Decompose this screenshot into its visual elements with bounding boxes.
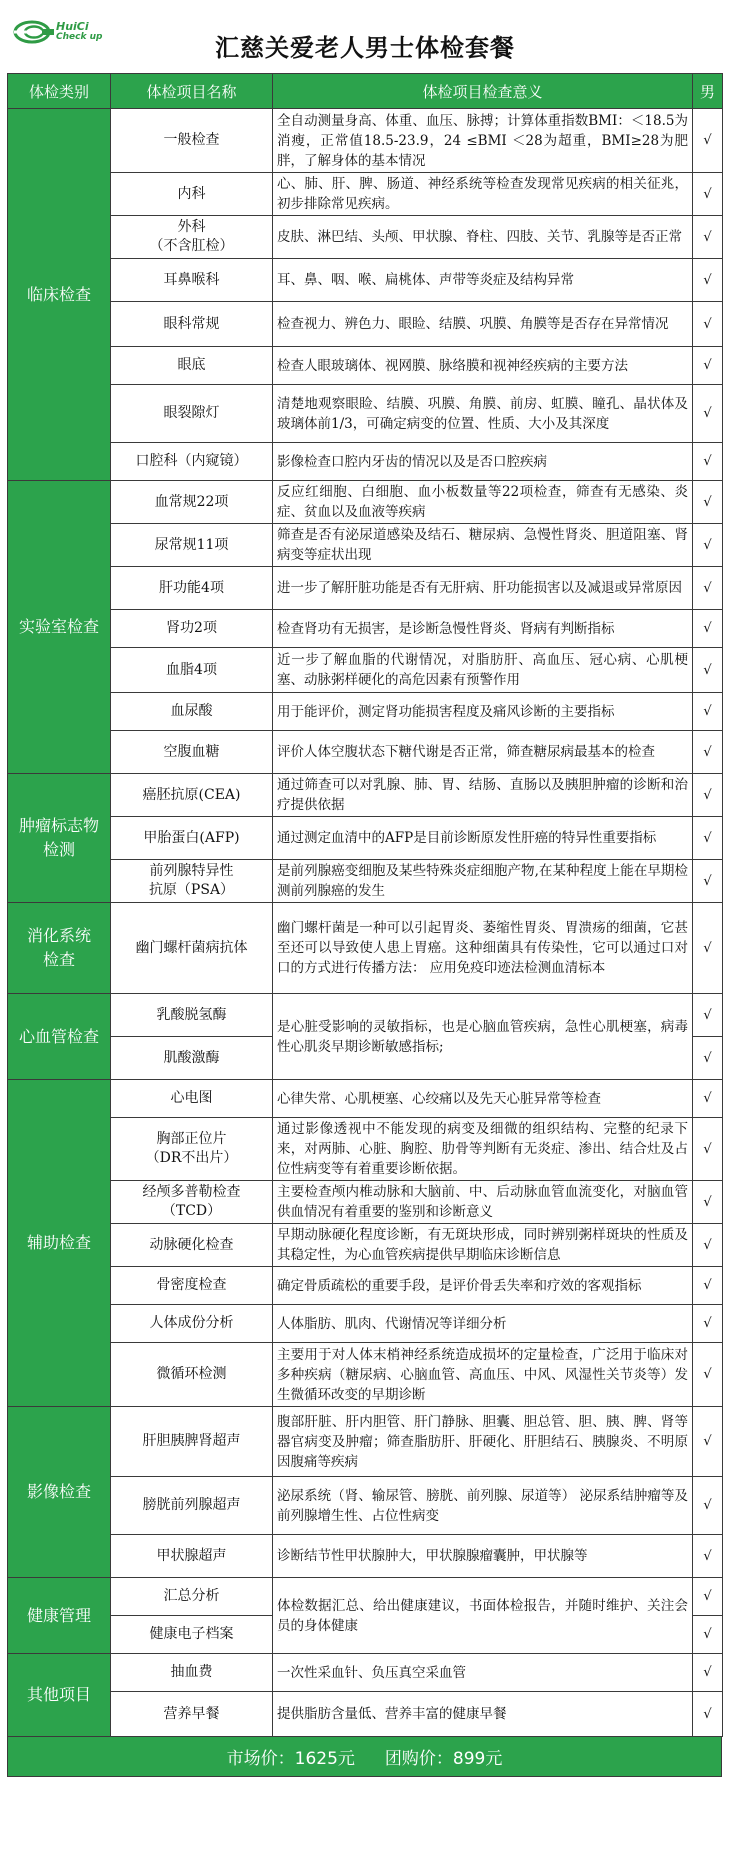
table-row bbox=[8, 1343, 723, 1407]
male-check-mark: √ bbox=[693, 173, 723, 216]
table-row bbox=[8, 1080, 723, 1118]
table-row bbox=[8, 817, 723, 860]
item-name: 肌酸激酶 bbox=[111, 1037, 273, 1080]
item-name: 血常规22项 bbox=[111, 481, 273, 524]
table-row bbox=[8, 1535, 723, 1578]
item-name: 甲状腺超声 bbox=[111, 1535, 273, 1578]
male-check-mark: √ bbox=[693, 610, 723, 648]
item-meaning: 是心脏受影响的灵敏指标，也是心脑血管疾病，急性心肌梗塞，病毒性心肌炎早期诊断敏感指标; bbox=[273, 994, 693, 1080]
category-cell: 消化系统 检查 bbox=[8, 903, 111, 994]
item-name: 膀胱前列腺超声 bbox=[111, 1477, 273, 1535]
item-meaning: 心、肺、肝、脾、肠道、神经系统等检查发现常见疾病的相关征兆，初步排除常见疾病。 bbox=[273, 173, 693, 216]
item-name: 经颅多普勒检查 （TCD） bbox=[111, 1181, 273, 1224]
header-meaning: 体检项目检查意义 bbox=[273, 74, 693, 109]
category-cell: 实验室检查 bbox=[8, 481, 111, 774]
item-name: 外科 （不含肛检） bbox=[111, 216, 273, 259]
category-cell: 影像检查 bbox=[8, 1407, 111, 1578]
male-check-mark: √ bbox=[693, 817, 723, 860]
item-meaning: 体检数据汇总、给出健康建议，书面体检报告，并随时维护、关注会员的身体健康 bbox=[273, 1578, 693, 1654]
table-row bbox=[8, 1477, 723, 1535]
male-check-mark: √ bbox=[693, 109, 723, 173]
table-row bbox=[8, 610, 723, 648]
male-check-mark: √ bbox=[693, 774, 723, 817]
market-price: 市场价：1625元 bbox=[226, 1749, 355, 1769]
item-name: 肝胆胰脾肾超声 bbox=[111, 1407, 273, 1477]
item-meaning: 近一步了解血脂的代谢情况，对脂肪肝、高血压、冠心病、心肌梗塞、动脉粥样硬化的高危因素有预警作用 bbox=[273, 648, 693, 693]
item-meaning: 通过影像透视中不能发现的病变及细微的组织结构、完整的纪录下来，对两肺、心脏、胸腔、肋骨等判断有无炎症、渗出、结合灶及占位性病变等有着重要诊断依据。 bbox=[273, 1118, 693, 1181]
table-row bbox=[8, 259, 723, 302]
table-row bbox=[8, 443, 723, 481]
item-meaning: 筛查是否有泌尿道感染及结石、糖尿病、急慢性肾炎、胆道阻塞、肾病变等症状出现 bbox=[273, 524, 693, 567]
table-row bbox=[8, 1407, 723, 1477]
header-item: 体检项目名称 bbox=[111, 74, 273, 109]
item-name: 胸部正位片 （DR不出片） bbox=[111, 1118, 273, 1181]
male-check-mark: √ bbox=[693, 994, 723, 1037]
table-row bbox=[8, 648, 723, 693]
male-check-mark: √ bbox=[693, 385, 723, 443]
item-meaning: 主要检查颅内椎动脉和大脑前、中、后动脉血管血流变化，对脑血管供血情况有着重要的鉴别和诊断意义 bbox=[273, 1181, 693, 1224]
category-cell: 心血管检查 bbox=[8, 994, 111, 1080]
table-row bbox=[8, 216, 723, 259]
male-check-mark: √ bbox=[693, 731, 723, 774]
item-name: 健康电子档案 bbox=[111, 1616, 273, 1654]
table-row bbox=[8, 302, 723, 347]
item-meaning: 主要用于对人体末梢神经系统造成损坏的定量检查，广泛用于临床对多种疾病（糖尿病、心脑血管、高血压、中风、风湿性关节炎等）发生微循环改变的早期诊断 bbox=[273, 1343, 693, 1407]
item-name: 甲胎蛋白(AFP) bbox=[111, 817, 273, 860]
table-row bbox=[8, 347, 723, 385]
male-check-mark: √ bbox=[693, 1692, 723, 1737]
male-check-mark: √ bbox=[693, 1535, 723, 1578]
item-name: 血脂4项 bbox=[111, 648, 273, 693]
table-row bbox=[8, 693, 723, 731]
item-name: 心电图 bbox=[111, 1080, 273, 1118]
item-meaning: 腹部肝脏、肝内胆管、肝门静脉、胆囊、胆总管、胆、胰、脾、肾等器官病变及肿瘤；筛查脂肪肝、肝硬化、肝胆结石、胰腺炎、不明原因腹痛等疾病 bbox=[273, 1407, 693, 1477]
table-row bbox=[8, 860, 723, 903]
item-name: 耳鼻喉科 bbox=[111, 259, 273, 302]
male-check-mark: √ bbox=[693, 443, 723, 481]
table-row bbox=[8, 903, 723, 994]
item-meaning: 清楚地观察眼睑、结膜、巩膜、角膜、前房、虹膜、瞳孔、晶状体及玻璃体前1/3，可确定病变的位置、性质、大小及其深度 bbox=[273, 385, 693, 443]
male-check-mark: √ bbox=[693, 1224, 723, 1267]
item-name: 眼底 bbox=[111, 347, 273, 385]
category-cell: 健康管理 bbox=[8, 1578, 111, 1654]
male-check-mark: √ bbox=[693, 1616, 723, 1654]
male-check-mark: √ bbox=[693, 524, 723, 567]
item-name: 微循环检测 bbox=[111, 1343, 273, 1407]
table-row bbox=[8, 173, 723, 216]
male-check-mark: √ bbox=[693, 567, 723, 610]
item-meaning: 检查人眼玻璃体、视网膜、脉络膜和视神经疾病的主要方法 bbox=[273, 347, 693, 385]
item-meaning: 通过筛查可以对乳腺、肺、胃、结肠、直肠以及胰胆肿瘤的诊断和治疗提供依据 bbox=[273, 774, 693, 817]
table-row bbox=[8, 1305, 723, 1343]
item-meaning: 反应红细胞、白细胞、血小板数量等22项检查，筛查有无感染、炎症、贫血以及血液等疾病 bbox=[273, 481, 693, 524]
male-check-mark: √ bbox=[693, 1267, 723, 1305]
item-name: 营养早餐 bbox=[111, 1692, 273, 1737]
male-check-mark: √ bbox=[693, 860, 723, 903]
item-meaning: 是前列腺癌变细胞及某些特殊炎症细胞产物,在某种程度上能在早期检测前列腺癌的发生 bbox=[273, 860, 693, 903]
logo-line2: Check up bbox=[56, 32, 103, 42]
table-row bbox=[8, 731, 723, 774]
checkup-table bbox=[7, 73, 723, 1737]
male-check-mark: √ bbox=[693, 259, 723, 302]
item-meaning: 全自动测量身高、体重、血压、脉搏；计算体重指数BMI：＜18.5为消瘦，正常值18.5-23.9，24 ≤BMI ＜28为超重，BMI≥28为肥胖，了解身体的基本情况 bbox=[273, 109, 693, 173]
item-name: 内科 bbox=[111, 173, 273, 216]
item-name: 幽门螺杆菌病抗体 bbox=[111, 903, 273, 994]
table-row bbox=[8, 109, 723, 173]
male-check-mark: √ bbox=[693, 347, 723, 385]
item-name: 眼科常规 bbox=[111, 302, 273, 347]
item-name: 血尿酸 bbox=[111, 693, 273, 731]
item-name: 尿常规11项 bbox=[111, 524, 273, 567]
category-cell: 其他项目 bbox=[8, 1654, 111, 1737]
male-check-mark: √ bbox=[693, 216, 723, 259]
male-check-mark: √ bbox=[693, 693, 723, 731]
table-row bbox=[8, 1181, 723, 1224]
item-meaning: 皮肤、淋巴结、头颅、甲状腺、脊柱、四肢、关节、乳腺等是否正常 bbox=[273, 216, 693, 259]
item-name: 骨密度检查 bbox=[111, 1267, 273, 1305]
item-meaning: 通过测定血清中的AFP是目前诊断原发性肝癌的特异性重要指标 bbox=[273, 817, 693, 860]
category-cell: 临床检查 bbox=[8, 109, 111, 481]
item-meaning: 早期动脉硬化程度诊断，有无斑块形成，同时辨别粥样斑块的性质及其稳定性，为心血管疾病提供早期临床诊断信息 bbox=[273, 1224, 693, 1267]
item-name: 癌胚抗原(CEA) bbox=[111, 774, 273, 817]
table-row bbox=[8, 524, 723, 567]
item-name: 人体成份分析 bbox=[111, 1305, 273, 1343]
item-meaning: 确定骨质疏松的重要手段，是评价骨丢失率和疗效的客观指标 bbox=[273, 1267, 693, 1305]
item-meaning: 泌尿系统（肾、输尿管、膀胱、前列腺、尿道等） 泌尿系结肿瘤等及前列腺增生性、占位性病变 bbox=[273, 1477, 693, 1535]
male-check-mark: √ bbox=[693, 1343, 723, 1407]
male-check-mark: √ bbox=[693, 1305, 723, 1343]
item-meaning: 耳、鼻、咽、喉、扁桃体、声带等炎症及结构异常 bbox=[273, 259, 693, 302]
header-male: 男 bbox=[693, 74, 723, 109]
item-meaning: 评价人体空腹状态下糖代谢是否正常，筛查糖尿病最基本的检查 bbox=[273, 731, 693, 774]
table-row bbox=[8, 1578, 723, 1616]
table-body bbox=[8, 109, 723, 1737]
table-header-row bbox=[8, 74, 723, 109]
male-check-mark: √ bbox=[693, 1578, 723, 1616]
item-name: 眼裂隙灯 bbox=[111, 385, 273, 443]
male-check-mark: √ bbox=[693, 481, 723, 524]
item-meaning: 提供脂肪含量低、营养丰富的健康早餐 bbox=[273, 1692, 693, 1737]
male-check-mark: √ bbox=[693, 302, 723, 347]
page-title: 汇慈关爱老人男士体检套餐 bbox=[215, 34, 515, 62]
item-meaning: 人体脂肪、肌肉、代谢情况等详细分析 bbox=[273, 1305, 693, 1343]
item-meaning: 幽门螺杆菌是一种可以引起胃炎、萎缩性胃炎、胃溃疡的细菌，它甚至还可以导致使人患上胃癌。这种细菌具有传染性，它可以通过口对口的方式进行传播方法： 应用免疫印迹法检测血清标本 bbox=[273, 903, 693, 994]
table-row bbox=[8, 1654, 723, 1692]
item-name: 一般检查 bbox=[111, 109, 273, 173]
price-footer bbox=[7, 1737, 722, 1777]
table-row bbox=[8, 1224, 723, 1267]
item-name: 汇总分析 bbox=[111, 1578, 273, 1616]
male-check-mark: √ bbox=[693, 1080, 723, 1118]
header bbox=[0, 0, 730, 73]
item-name: 乳酸脱氢酶 bbox=[111, 994, 273, 1037]
item-name: 肝功能4项 bbox=[111, 567, 273, 610]
table-row bbox=[8, 994, 723, 1037]
table-row bbox=[8, 1267, 723, 1305]
male-check-mark: √ bbox=[693, 903, 723, 994]
item-name: 空腹血糖 bbox=[111, 731, 273, 774]
male-check-mark: √ bbox=[693, 1181, 723, 1224]
male-check-mark: √ bbox=[693, 1407, 723, 1477]
item-name: 抽血费 bbox=[111, 1654, 273, 1692]
item-name: 肾功2项 bbox=[111, 610, 273, 648]
item-meaning: 一次性采血针、负压真空采血管 bbox=[273, 1654, 693, 1692]
item-meaning: 检查肾功有无损害，是诊断急慢性肾炎、肾病有判断指标 bbox=[273, 610, 693, 648]
item-meaning: 心律失常、心肌梗塞、心绞痛以及先天心脏异常等检查 bbox=[273, 1080, 693, 1118]
item-name: 动脉硬化检查 bbox=[111, 1224, 273, 1267]
male-check-mark: √ bbox=[693, 648, 723, 693]
item-meaning: 进一步了解肝脏功能是否有无肝病、肝功能损害以及减退或异常原因 bbox=[273, 567, 693, 610]
male-check-mark: √ bbox=[693, 1037, 723, 1080]
table-row bbox=[8, 1118, 723, 1181]
header-category: 体检类别 bbox=[8, 74, 111, 109]
item-name: 口腔科（内窥镜） bbox=[111, 443, 273, 481]
table-row bbox=[8, 567, 723, 610]
category-cell: 肿瘤标志物 检测 bbox=[8, 774, 111, 903]
item-name: 前列腺特异性 抗原（PSA） bbox=[111, 860, 273, 903]
male-check-mark: √ bbox=[693, 1118, 723, 1181]
logo-line1: HuiCi bbox=[56, 20, 89, 33]
table-row bbox=[8, 774, 723, 817]
item-meaning: 影像检查口腔内牙齿的情况以及是否口腔疾病 bbox=[273, 443, 693, 481]
item-meaning: 用于能评价，测定肾功能损害程度及痛风诊断的主要指标 bbox=[273, 693, 693, 731]
group-price: 团购价：899元 bbox=[384, 1749, 503, 1769]
table-row bbox=[8, 481, 723, 524]
male-check-mark: √ bbox=[693, 1654, 723, 1692]
table-row bbox=[8, 385, 723, 443]
item-meaning: 诊断结节性甲状腺肿大，甲状腺腺瘤囊肿，甲状腺等 bbox=[273, 1535, 693, 1578]
item-meaning: 检查视力、辨色力、眼睑、结膜、巩膜、角膜等是否存在异常情况 bbox=[273, 302, 693, 347]
male-check-mark: √ bbox=[693, 1477, 723, 1535]
table-row bbox=[8, 1692, 723, 1737]
category-cell: 辅助检查 bbox=[8, 1080, 111, 1407]
